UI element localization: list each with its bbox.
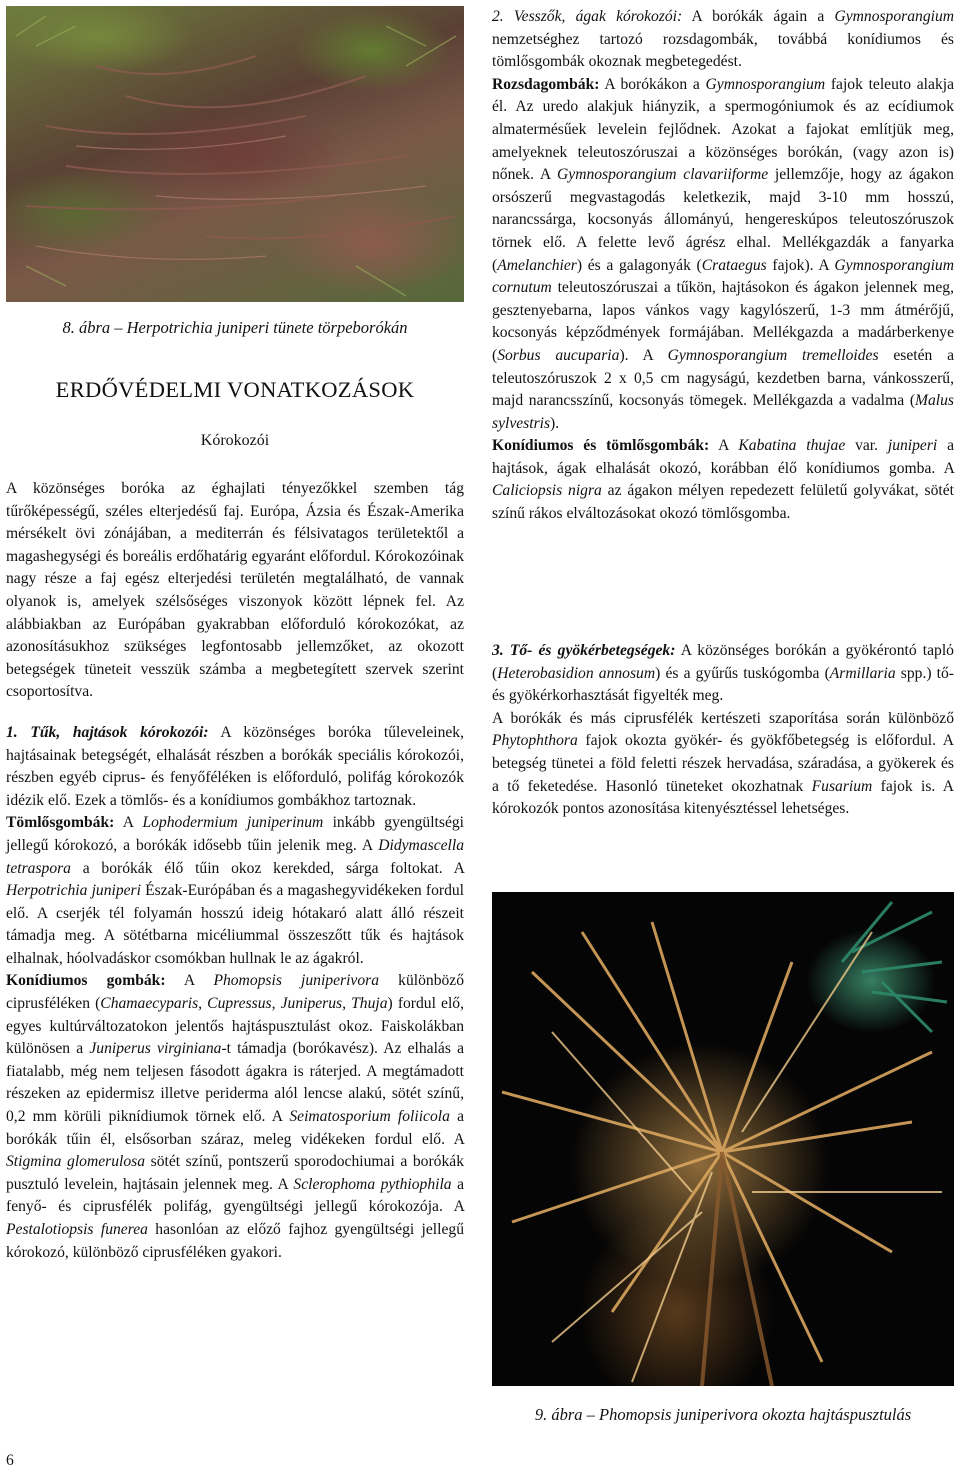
rozsdagombak-paragraph	[492, 74, 954, 436]
tomlosgombak-label: Tömlősgombák:	[6, 814, 115, 832]
text-run: jellemzője, hogy az ágakon orsószerű megvastagodás keletkezik, majd 3-10 mm hosszú, narancssárga, kocsonyás állományú, hengereskúpos teleutoszóruszok törnek elő. A felette levő ágrész elhal. Mellékgazdák a fanyarka (	[492, 166, 954, 274]
genus-name: Gymnosporangium	[705, 75, 826, 93]
species-name: Gymnosporangium tremelloides	[667, 346, 879, 364]
genus-name: Phytophthora	[492, 732, 578, 750]
konidiumos-paragraph	[6, 970, 464, 1264]
section-1-title: 1. Tűk, hajtások kórokozói:	[6, 723, 209, 741]
tomlosgombak-paragraph	[6, 812, 464, 970]
text-run: inkább gyengültségi jellegű kórokozó, a borókák idősebb tűin jelenik meg. A	[6, 814, 464, 854]
species-name: Gymnosporangium cornutum	[492, 256, 954, 297]
figure-8-photo	[6, 6, 464, 302]
text-run: A borókákon a	[604, 75, 700, 93]
text-run: A borókák és más ciprusfélék kertészeti szaporítása során különböző	[492, 709, 954, 727]
figure-8-caption: 8. ábra – Herpotrichia juniperi tünete törpeborókán	[62, 318, 408, 337]
konidiumos-tomlos-label: Konídiumos és tömlősgombák:	[492, 437, 710, 455]
species-name: Heterobasidion annosum	[497, 664, 656, 682]
section-3-paragraph	[492, 640, 954, 708]
text-run: spp.) tő- és gyökérkorhasztását figyelték meg.	[492, 664, 954, 705]
genus-name: Crataegus	[701, 256, 767, 274]
text-run: ).	[550, 414, 560, 432]
section-2-title: 2. Vesszők, ágak kórokozói:	[492, 8, 683, 25]
text-run: A	[122, 814, 134, 832]
text-run: A	[718, 437, 729, 455]
species-name: Sorbus aucuparia	[497, 346, 620, 364]
text-run: teleutoszóruszai a tűkön, hajtásokon és ágakon jelennek meg, gesztenyebarna, lapos vánkos vagy kagylószerű, 1-3 mm átmérőjű, kocsonyás képződmények formájában. Mellékgazda a madárberkenye (	[492, 279, 954, 364]
juniper-shrub-illustration	[6, 6, 464, 302]
section-1-paragraph	[6, 722, 464, 812]
text-run: különböző ciprusféléken (	[6, 972, 465, 1013]
figure-9-photo	[492, 892, 954, 1386]
intro-paragraph: A közönséges boróka az éghajlati tényezőkkel szemben tág tűrőképességű, széles elterjedésű faj. Európa, Ázsia és Észak-Amerika mérsékelt övi zónájában, a mediterrán és félsivatagos területektől a magashegységi és boreális erdőhatárig egyaránt előfordul. Kórokozóinak nagy része a faj egész elterjedési területén megtalálható, de vannak olyanok is, amelyek szélsőséges viszonyok között lépnek fel. Az alábbiakban az Európában gyakrabban előforduló kórokozókat, az azonosításukhoz szükséges legfontosabb jellemzőket, az okozott betegségek tüneteit vesszük számba a megbetegített szervek szerint csoportosítva.	[6, 480, 464, 701]
genus-name: Armillaria	[829, 664, 896, 682]
species-name: Juniperus virginiana	[89, 1040, 222, 1058]
text-run: A	[183, 972, 195, 990]
text-run: Észak-Európában és a magashegyvidékeken fordul elő. A cserjék tél folyamán hosszú ideig hótakaró alatt álló részeit támadja meg. A sötétbarna micéliummal összeszőtt tűk és hajtások elhalnak, hóolvadáskor csomókban hullnak le az ágakról.	[6, 882, 464, 967]
text-run: nemzetséghez tartozó rozsdagombák, továbbá konídiumos és tömlősgombák okoznak megbetegedést.	[492, 30, 954, 71]
konidiumos-label: Konídiumos gombák:	[6, 972, 166, 990]
text-run: ) fordul elő, egyes kultúrváltozatokon jelentős hajtáspusztulást okoz. Faiskolákban különösen a	[6, 995, 464, 1058]
species-name: Caliciopsis nigra	[492, 482, 602, 500]
text-run: a fenyő- és ciprusfélék polifág, gyengültségi jellegű kórokozója. A	[6, 1175, 464, 1216]
page-number: 6	[6, 1452, 14, 1469]
text-run: A borókák ágain a	[691, 8, 825, 25]
species-name: Sclerophoma pythiophila	[293, 1175, 452, 1193]
text-run: ) és a galagonyák (	[576, 256, 702, 274]
rozsdagombak-label: Rozsdagombák:	[492, 75, 600, 93]
right-top-text	[492, 6, 954, 526]
species-name: Herpotrichia juniperi	[6, 882, 141, 900]
species-name: Pestalotiopsis funerea	[6, 1221, 148, 1238]
figure-9-caption: 9. ábra – Phomopsis juniperivora okozta hajtáspusztulás	[534, 1405, 912, 1424]
genus-name: Gymnosporangium	[834, 8, 955, 25]
section-3-title: 3. Tő- és gyökérbetegségek:	[492, 642, 676, 659]
species-name: Stigmina glomerulosa	[6, 1153, 146, 1171]
text-run: fajok teleuto alakja él. Az uredo alakjuk hiányzik, a spermogóniumok és az ecídiumok almatermésűek levelein fejlődnek. Azokat a fajokat említjük meg, amelyeknek teleutoszóruszai a közönséges borókán, (vagy azon is) nőnek. A	[492, 75, 954, 184]
section-heading: ERDŐVÉDELMI VONATKOZÁSOK	[55, 377, 415, 402]
section-subheading: Kórokozói	[200, 432, 270, 449]
variety-name: juniperi	[887, 437, 938, 455]
text-run: fajok is. A kórokozók pontos azonosítása kitenyésztéssel lehetséges.	[492, 777, 955, 818]
species-name: Lophodermium juniperinum	[142, 814, 324, 832]
text-run: esetén a teleutoszóruszok 2 x 0,5 cm nagyságú, kezdetben barna, vánkosszerű, majd narancsszínű, kocsonyás tömegek. Mellékgazda a vadalma (	[492, 346, 955, 410]
text-run: fajok). A	[772, 256, 829, 274]
section-1-text: A közönséges boróka tűleveleinek, hajtásainak betegségét, elhalását részben a borókák speciális kórokozói, részben egyéb ciprus- és fenyőféléken is előforduló, polifág kórokozók idézik elő. Ezek a tömlős- és a konídiumos gombákhoz tartoznak.	[6, 723, 465, 809]
text-run: hasonlóan az előző fajhoz gyengültségi jellegű kórokozó, különböző ciprusféléken gyakori.	[6, 1221, 464, 1261]
right-mid-text	[492, 640, 954, 821]
text-run: az ágakon mélyen repedezett felületű golyvákat, sötét színű rákos elváltozásokat okozó tömlősgomba.	[492, 482, 954, 523]
text-run: A közönséges borókán a gyökérontó taplό (	[492, 642, 954, 682]
species-name: Malus sylvestris	[492, 392, 954, 432]
text-run: ) és a gyűrűs tuskógomba (	[655, 664, 830, 682]
genus-name: Fusarium	[811, 777, 873, 795]
text-run: fajok okozta gyökér- és gyökfőbetegség is előfordul. A betegség tünetei a föld feletti részek hervadása, száradása, a gyökerek és a tő feketedése. Hasonló tüneteket okozhatnak	[492, 732, 954, 795]
text-run: -t támadja (borókavész). Az elhalás a fiatalabb, még nem teljesen fásodott ágakra is ráterjed. A megtámadott részeken az epidermisz illetve periderma alól lencse alakú, sötét színű, 0,2 mm körüli piknídiumok törnek elő. A	[6, 1040, 464, 1126]
text-run: a borókák tűin él, elsősorban száraz, meleg vidékeken fordul elő. A	[6, 1108, 465, 1148]
dried-needles-illustration	[492, 892, 954, 1386]
species-name: Seimatosporium foliicola	[289, 1108, 450, 1126]
text-run: a hajtások, ágak elhalását okozó, korábban élő konídiumos gomba. A	[492, 437, 954, 477]
species-name: Gymnosporangium clavariiforme	[557, 166, 769, 184]
konidiumos-tomlos-paragraph	[492, 435, 954, 525]
phytophthora-paragraph	[492, 708, 954, 821]
left-body	[6, 478, 464, 1264]
species-name: Didymascella tetraspora	[6, 836, 464, 877]
text-run: ). A	[619, 346, 653, 364]
species-name: Phomopsis juniperivora	[213, 972, 379, 990]
text-run: a borókák élő tűin okoz kerekded, sárga foltokat. A	[82, 859, 464, 877]
text-run: sötét színű, pontszerű sporodochiumai a borókák pusztuló levelein, hajtásain jelennek meg. A	[6, 1153, 464, 1193]
species-name: Kabatina thujae	[738, 437, 846, 455]
text-run: var.	[855, 437, 879, 455]
genus-name: Amelanchier	[497, 256, 577, 274]
section-2-paragraph	[492, 6, 954, 74]
genera-list: Chamaecyparis, Cupressus, Juniperus, Thuja	[100, 995, 388, 1013]
